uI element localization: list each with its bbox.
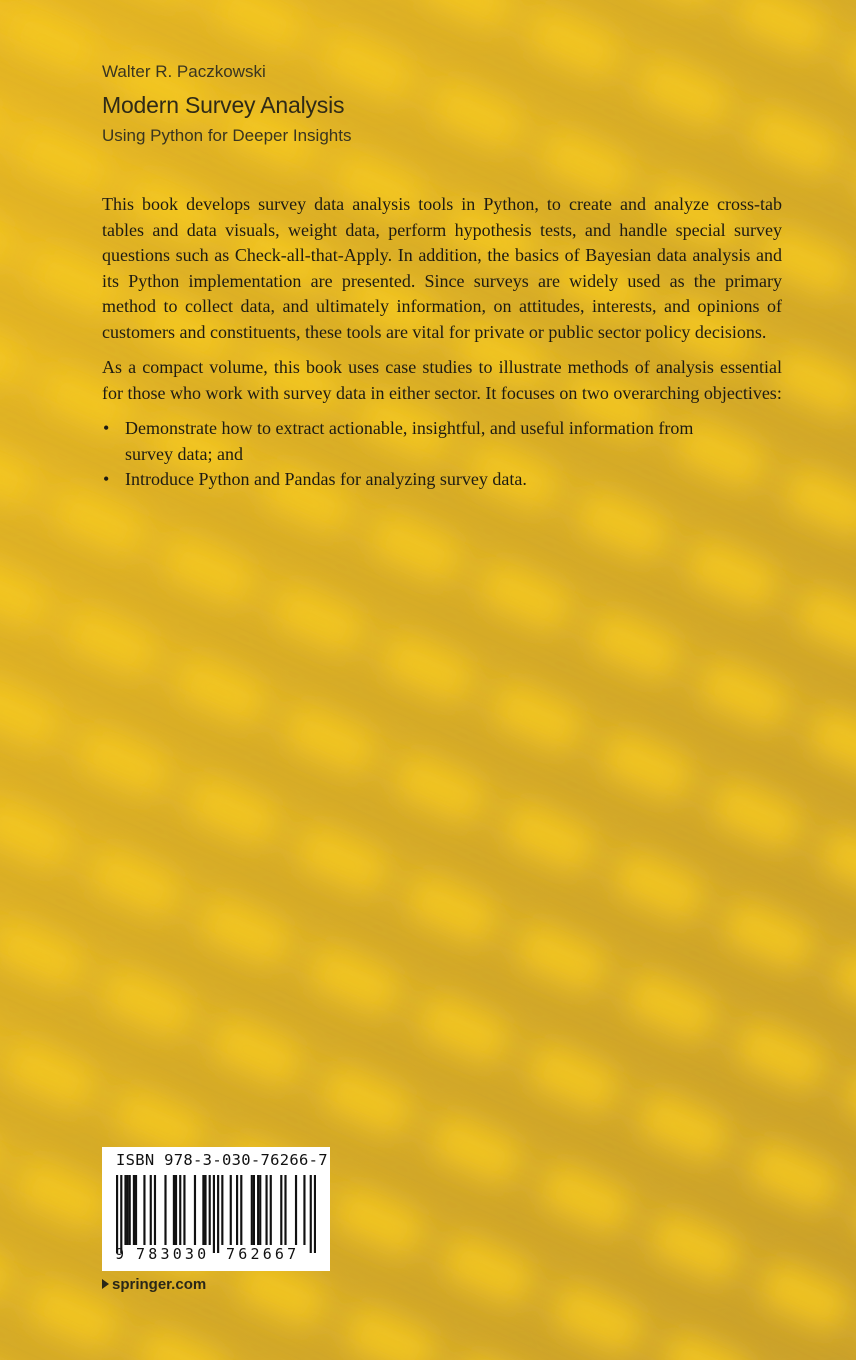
barcode-bar bbox=[251, 1175, 253, 1245]
barcode-bar bbox=[204, 1175, 206, 1245]
barcode-bar bbox=[127, 1175, 129, 1245]
publisher-website: springer.com bbox=[112, 1276, 207, 1293]
publisher-link[interactable] bbox=[102, 1276, 206, 1293]
barcode-bar bbox=[202, 1175, 204, 1245]
barcode-bar bbox=[310, 1175, 312, 1253]
barcode-bar bbox=[183, 1175, 185, 1245]
objective-item bbox=[102, 416, 725, 467]
barcode-bar bbox=[265, 1175, 267, 1245]
barcode-bar bbox=[179, 1175, 181, 1245]
objective-text: Introduce Python and Pandas for analyzing survey data. bbox=[125, 469, 527, 489]
barcode-bar bbox=[164, 1175, 166, 1245]
barcode-bars bbox=[116, 1175, 316, 1255]
barcode-bar bbox=[284, 1175, 286, 1245]
arrow-right-icon bbox=[102, 1279, 109, 1289]
objective-text: Demonstrate how to extract actionable, insightful, and useful information from survey data; and bbox=[125, 418, 694, 464]
barcode-bar bbox=[314, 1175, 316, 1253]
barcode-bar bbox=[270, 1175, 272, 1245]
barcode-bar bbox=[129, 1175, 131, 1245]
book-description bbox=[102, 192, 782, 493]
isbn-number: ISBN 978-3-030-76266-7 bbox=[116, 1151, 328, 1169]
ean-first-digit: 9 bbox=[115, 1245, 125, 1263]
barcode-bar bbox=[217, 1175, 219, 1253]
barcode-bar bbox=[194, 1175, 196, 1245]
ean-right-digits: 762667 bbox=[226, 1245, 300, 1263]
barcode-bar bbox=[221, 1175, 223, 1245]
objectives-list bbox=[102, 416, 782, 493]
barcode-bar bbox=[253, 1175, 255, 1245]
barcode-bar bbox=[259, 1175, 261, 1245]
barcode-bar bbox=[295, 1175, 297, 1245]
barcode-bar bbox=[230, 1175, 232, 1245]
barcode-bar bbox=[150, 1175, 152, 1245]
barcode-bar bbox=[213, 1175, 215, 1253]
objective-item bbox=[102, 467, 725, 493]
book-subtitle: Using Python for Deeper Insights bbox=[102, 126, 352, 145]
barcode-bar bbox=[154, 1175, 156, 1245]
barcode-bar bbox=[116, 1175, 118, 1253]
barcode-bar bbox=[124, 1175, 126, 1245]
ean-left-digits: 783030 bbox=[136, 1245, 210, 1263]
barcode-bar bbox=[175, 1175, 177, 1245]
barcode-bar bbox=[209, 1175, 211, 1245]
isbn-barcode bbox=[102, 1147, 330, 1271]
barcode-bar bbox=[280, 1175, 282, 1245]
barcode-bar bbox=[133, 1175, 135, 1245]
barcode-bar bbox=[120, 1175, 122, 1253]
author-name: Walter R. Paczkowski bbox=[102, 62, 266, 81]
bullet-icon: • bbox=[103, 418, 110, 438]
barcode-bar bbox=[257, 1175, 259, 1245]
description-paragraph: This book develops survey data analysis tools in Python, to create and analyze cross-tab tables and data visuals, weight data, perform hypothesis tests, and handle special survey questions such as Check-all-that-Apply. In addition, the basics of Bayesian data analysis and its Python implementation are presented. Since surveys are widely used as the primary method to collect data, and ultimately information, on attitudes, interests, and opinions of customers and constituents, these tools are vital for private or public sector policy decisions. bbox=[102, 194, 782, 342]
barcode-bar bbox=[173, 1175, 175, 1245]
barcode-bar bbox=[303, 1175, 305, 1245]
book-title: Modern Survey Analysis bbox=[102, 92, 345, 118]
bullet-icon: • bbox=[103, 469, 110, 489]
barcode-bar bbox=[240, 1175, 242, 1245]
barcode-bar bbox=[236, 1175, 238, 1245]
barcode-bar bbox=[135, 1175, 137, 1245]
description-paragraph: As a compact volume, this book uses case studies to illustrate methods of analysis essential for those who work with survey data in either sector. It focuses on two overarching objectives: bbox=[102, 357, 782, 403]
barcode-bar bbox=[143, 1175, 145, 1245]
